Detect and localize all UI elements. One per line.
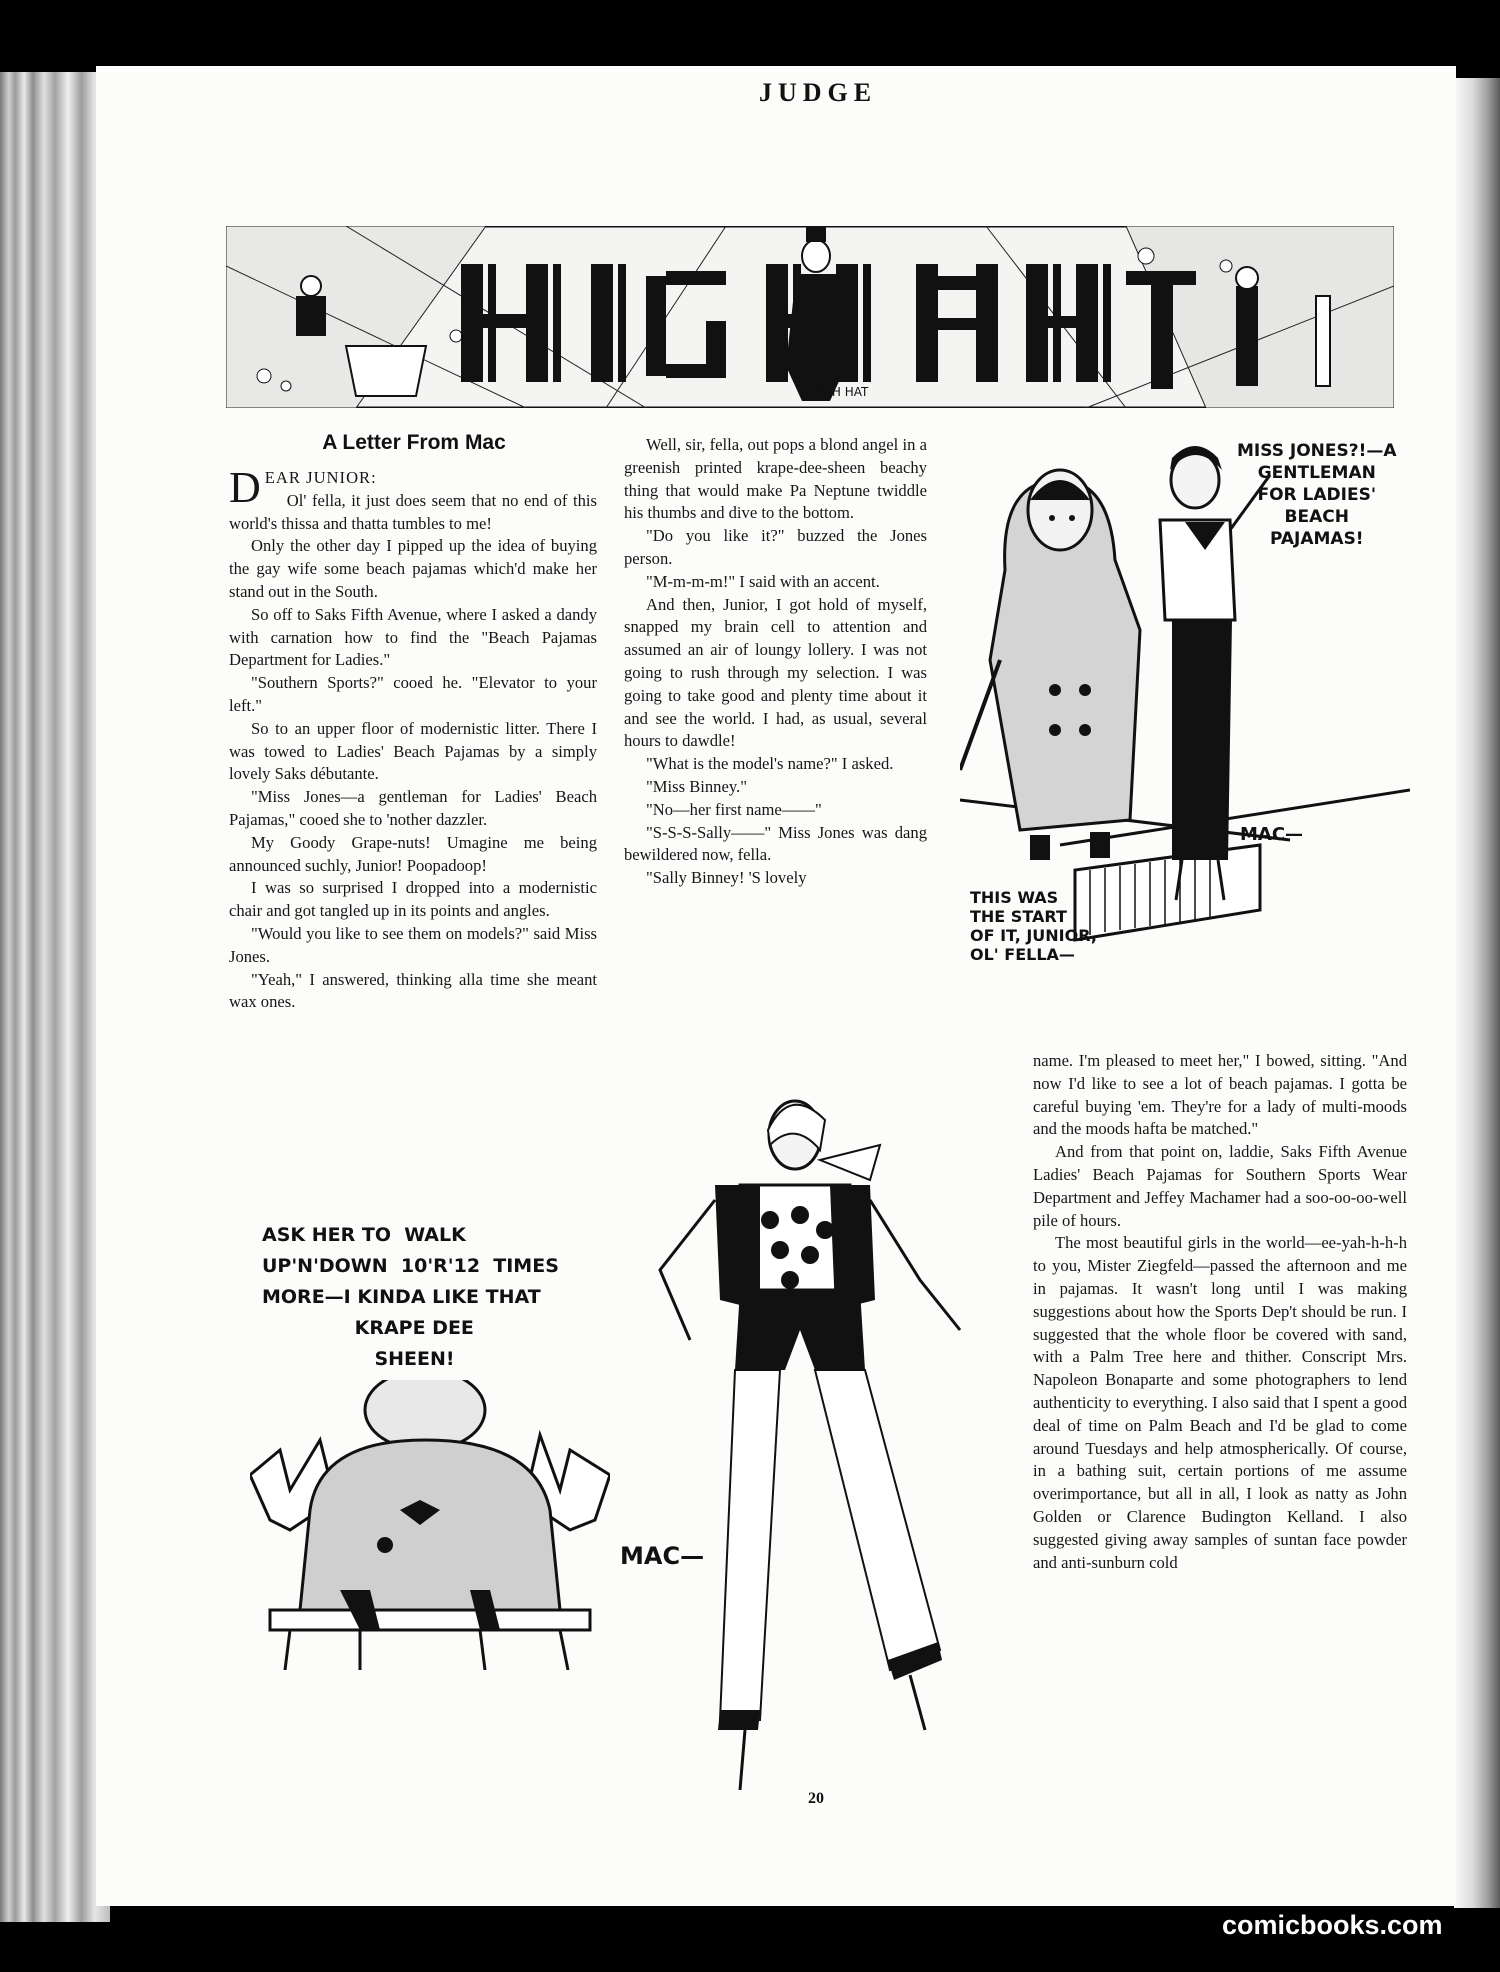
text-column-1	[229, 463, 597, 1014]
paragraph: So off to Saks Fifth Avenue, where I asked a dandy with carnation how to find the "Beach Pajamas Department for Ladies."	[229, 604, 597, 670]
text-column-2	[624, 434, 927, 890]
paragraph: "Do you like it?" buzzed the Jones person.	[624, 526, 927, 568]
masthead: JUDGE	[758, 78, 878, 107]
paragraph: "M-m-m-m!" I said with an accent.	[646, 571, 880, 591]
book-right-edge	[1454, 78, 1500, 1908]
banner-title: HIGH HAT	[810, 385, 869, 399]
cartoon-model-beach-pajamas	[620, 1090, 1000, 1790]
paragraph: "Would you like to see them on models?" said Miss Jones.	[229, 923, 597, 966]
cartoon1-signature: MAC—	[1240, 824, 1304, 845]
cartoon-mac-in-chair	[250, 1380, 610, 1670]
paragraph: "Sally Binney! 'S lovely	[646, 868, 807, 888]
text-column-3	[1033, 1050, 1407, 1574]
paragraph: Well, sir, fella, out pops a blond angel in a greenish printed krape-dee-sheen beachy thing that would make Pa Neptune twiddle his thumbs and dive to the bottom.	[624, 435, 927, 523]
high-hat-banner	[226, 226, 1394, 408]
paragraph: "What is the model's name?" I asked.	[646, 754, 894, 774]
cartoon1-speech: MISS JONES?!—A GENTLEMAN FOR LADIES' BEACH PAJAMAS!	[1237, 441, 1397, 549]
watermark: comicbooks.com	[1222, 1910, 1443, 1940]
paragraph: Only the other day I pipped up the idea of buying the gay wife some beach pajamas which'd make her stand out in the South.	[229, 536, 597, 601]
paragraph: "Miss Jones—a gentleman for Ladies' Beach Pajamas," cooed she to 'nother dazzler.	[229, 787, 597, 829]
paragraph: So to an upper floor of modernistic litter. There I was towed to Ladies' Beach Pajamas by a simply lovely Saks débutante.	[229, 718, 597, 784]
cartoon1-caption: THIS WAS THE START OF IT, JUNIOR, OL' FELLA—	[970, 888, 1097, 964]
paragraph: "S-S-S-Sally——" Miss Jones was dang bewildered now, fella.	[624, 822, 927, 865]
paragraph: Ol' fella, it just does seem that no end of this world's thissa and thatta tumbles to me!	[229, 490, 597, 533]
paragraph: name. I'm pleased to meet her," I bowed, sitting. "And now I'd like to see a lot of beach pajamas. I gotta be careful buying 'em. They're for a lady of multi-moods and the moods hafta be matched."	[1033, 1051, 1407, 1139]
paragraph: My Goody Grape-nuts! Umagine me being announced suchly, Junior! Poopadoop!	[229, 832, 597, 875]
page-number: 20	[808, 1790, 824, 1807]
paragraph: "Yeah," I answered, thinking alla time she meant wax ones.	[229, 969, 597, 1012]
paragraph: And then, Junior, I got hold of myself, snapped my brain cell to attention and assumed an air of loungy lollery. I was not going to rush through my selection. I was going to take good and plenty time about it and see the world. I had, as usual, several hours to dawdle!	[624, 594, 927, 751]
drop-cap: D	[229, 463, 261, 512]
paragraph: The most beautiful girls in the world—ee-yah-h-h-h to you, Mister Ziegfeld—passed the afternoon and me in pajamas. It wasn't long until I was making suggestions about how the Sports Dep't should be run. I suggested that the whole floor be covered with sand, with a Palm Tree here and thither. Conscript Mrs. Napoleon Bonaparte and some photographers to lend authenticity to everything. I also said that I spent a good deal of time on Palm Beach and I'd be glad to come around Tuesdays and help atmospherically. Of course, in a bathing suit, certain portions of me assume overimportance, but all in all, I look as natty as John Golden or Clarence Budington Kelland. I also suggested giving away samples of suntan face powder and anti-sunburn cold	[1033, 1233, 1407, 1572]
paragraph: And from that point on, laddie, Saks Fifth Avenue Ladies' Beach Pajamas for Southern Sports Wear Department and Jeffey Machamer had a soo-oo-oo-well pile of hours.	[1033, 1142, 1407, 1230]
paragraph: I was so surprised I dropped into a modernistic chair and got tangled up in its points and angles.	[229, 878, 597, 921]
book-page-edges	[0, 72, 110, 1922]
article-title: A Letter From Mac	[322, 431, 506, 454]
paragraph: "Southern Sports?" cooed he. "Elevator to your left."	[229, 673, 597, 715]
paragraph: "No—her first name——"	[646, 799, 822, 819]
paragraph: "Miss Binney."	[646, 776, 747, 796]
salutation: DEAR JUNIOR:	[229, 463, 377, 512]
cartoon2-speech: ASK HER TO WALK UP'N'DOWN 10'R'12 TIMES MORE—I KINDA LIKE THAT KRAPE DEE SHEEN!	[262, 1224, 559, 1370]
cartoon3-signature: MAC—	[620, 1542, 705, 1570]
